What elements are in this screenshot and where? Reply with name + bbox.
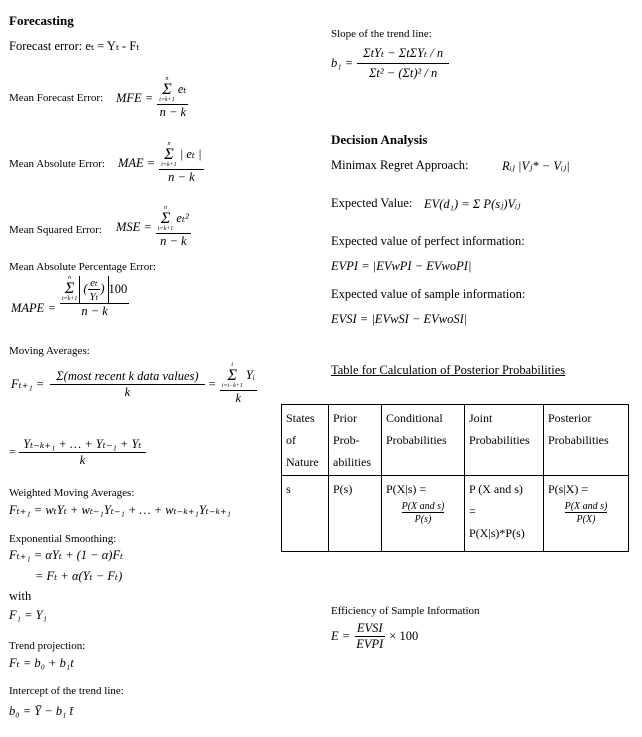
minimax-formula: Rᵢⱼ |Vⱼ* − Vᵢⱼ| — [502, 159, 570, 173]
ma-den1: k — [124, 384, 131, 399]
header-prior: Prior — [333, 411, 357, 425]
mape-inner-num: eₜ — [90, 276, 98, 289]
ma-label: Moving Averages: — [9, 345, 90, 357]
mse-sum-bot: t=k+1 — [157, 226, 174, 232]
efficiency-formula — [331, 621, 418, 652]
cell-joint — [465, 476, 544, 552]
header-of: of — [286, 433, 296, 447]
mae-sum-top: n — [167, 141, 171, 147]
mse-sum-top: n — [164, 205, 168, 211]
mape-lhs: MAPE = — [11, 300, 56, 315]
slope-num: ΣtYₜ − ΣtΣYₜ / n — [357, 43, 449, 64]
mae-sum-bot: t=k+1 — [161, 162, 177, 168]
slope-den: Σt² − (Σt)² / n — [369, 66, 438, 80]
efficiency-label: Efficiency of Sample Information — [331, 605, 480, 617]
es-line2: = Fₜ + α(Yₜ − Fₜ) — [35, 569, 123, 583]
mape-formula: MAPE = n Σ t=k+1 ( $\frac{\text{eₜ}}{\text{Yₜ}}$ ) 100 n − k — [11, 275, 128, 318]
evpi-formula: EVPI = |EVwPI − EVwoPI| — [331, 259, 472, 273]
es-label: Exponential Smoothing: — [9, 533, 117, 545]
post-top: P(s|X) = — [548, 482, 589, 496]
minimax-label: Minimax Regret Approach: — [331, 158, 469, 172]
ma-line2: = $\frac{\text{Yₜ₋ₖ₊₁ + … + Yₜ₋₁ + Yₜ}}{k}$ — [9, 436, 146, 468]
wma-label: Weighted Moving Averages: — [9, 487, 135, 499]
ma-eq: = — [208, 376, 216, 391]
slope-label: Slope of the trend line: — [331, 28, 432, 40]
mse-den: n − k — [160, 234, 187, 248]
mape-sum-top: n — [68, 275, 72, 281]
es-with: with — [9, 589, 32, 603]
header-posterior-prob: Probabilities — [548, 433, 609, 447]
mae-num: | eₜ | — [179, 146, 202, 161]
ma-sum-bot: i=t−k+1 — [221, 383, 243, 389]
ma-formula: Fₜ₊₁ = $\frac{\text{Σ(most recent k data values)}}{k}$ = t Σ i=t−k+1 Yᵢ k — [11, 362, 255, 405]
header-joint-prob: Probabilities — [469, 433, 530, 447]
mfe-num: eₜ — [177, 81, 187, 96]
efficiency-den: EVPI — [356, 637, 384, 651]
ma-den2: k — [235, 391, 242, 405]
ev-formula: EV(d₁) = Σ P(sⱼ)Vᵢⱼ — [424, 197, 521, 211]
cell-posterior — [544, 476, 629, 552]
trend-formula: Fₜ = b₀ + b₁t — [9, 656, 74, 670]
mae-den: n − k — [168, 170, 195, 184]
cond-top: P(X|s) = — [386, 482, 427, 496]
ma-num2: Yᵢ — [245, 367, 255, 382]
slope-lhs: b₁ = — [331, 55, 354, 70]
post-num: P(X and s) — [564, 501, 608, 512]
mape-den: n − k — [81, 304, 108, 318]
table-row — [282, 405, 629, 476]
ma-sum-top: t — [231, 362, 234, 368]
mape-inner-den: Yₜ — [89, 290, 99, 303]
table-header-cell — [382, 405, 465, 476]
table-title: Table for Calculation of Posterior Probabilities — [331, 363, 566, 377]
table-header-cell — [282, 405, 329, 476]
forecast-error-formula: Forecast error: eₜ = Yₜ - Fₜ — [9, 39, 140, 53]
mfe-den: n − k — [159, 105, 187, 119]
intercept-formula: b₀ = Ȳ − b₁ t̄ — [9, 704, 74, 718]
cell-conditional — [382, 476, 465, 552]
joint-top: P (X and s) — [469, 482, 523, 496]
post-den: P(X) — [576, 514, 596, 525]
table-header-cell — [544, 405, 629, 476]
efficiency-factor: × 100 — [389, 629, 419, 643]
header-states: States — [286, 411, 315, 425]
header-joint: Joint — [469, 411, 493, 425]
header-conditional: Conditional — [386, 411, 443, 425]
es-line1: Fₜ₊₁ = αYₜ + (1 − α)Fₜ — [9, 548, 124, 562]
ma-lhs: Fₜ₊₁ = — [11, 377, 45, 391]
mae-label: Mean Absolute Error: — [9, 158, 105, 170]
mae-lhs: MAE = — [118, 155, 156, 170]
table-row — [282, 476, 629, 552]
wma-formula: Fₜ₊₁ = wₜYₜ + wₜ₋₁Yₜ₋₁ + … + wₜ₋ₖ₊₁Yₜ₋ₖ₊₁ — [9, 503, 231, 517]
mse-num: eₜ² — [176, 210, 189, 225]
ma-line2-num: Yₜ₋ₖ₊₁ + … + Yₜ₋₁ + Yₜ — [19, 436, 145, 453]
efficiency-lhs: E = — [331, 629, 351, 643]
mfe-label: Mean Forecast Error: — [9, 92, 104, 104]
mfe-sum-top: n — [165, 76, 169, 82]
mse-formula: MSE = n Σ t=k+1 eₜ² n − k — [116, 205, 189, 248]
cell-state: s — [282, 476, 329, 552]
ev-label: Expected Value: — [331, 196, 413, 210]
mse-label: Mean Squared Error: — [9, 224, 102, 236]
cond-num: P(X and s) — [401, 501, 445, 512]
mse-lhs: MSE = — [116, 219, 152, 234]
ma-num1: Σ(most recent k data values) — [50, 369, 204, 385]
evsi-label: Expected value of sample information: — [331, 287, 526, 301]
forecasting-title: Forecasting — [9, 13, 74, 28]
cond-den: P(s) — [414, 514, 432, 525]
efficiency-num: EVSI — [356, 621, 383, 635]
mfe-lhs: MFE = — [116, 90, 154, 105]
slope-formula — [331, 43, 449, 83]
table-header-cell — [329, 405, 382, 476]
header-posterior: Posterior — [548, 411, 592, 425]
mfe-formula: MFE = n Σ t=k+1 eₜ n − k — [116, 76, 187, 119]
joint-eq: = — [469, 504, 476, 518]
trend-label: Trend projection: — [9, 640, 86, 652]
joint-bot: P(X|s)*P(s) — [469, 526, 525, 540]
table-header-cell — [465, 405, 544, 476]
header-nature: Nature — [286, 455, 319, 469]
posterior-table — [281, 404, 629, 552]
mape-factor: 100 — [108, 281, 128, 296]
header-prob: Prob- — [333, 433, 360, 447]
evsi-formula: EVSI = |EVwSI − EVwoSI| — [331, 312, 468, 326]
mfe-sum-bot: t=k+1 — [159, 97, 175, 103]
header-abilities: abilities — [333, 455, 371, 469]
decision-analysis-title: Decision Analysis — [331, 132, 428, 147]
mape-sum-bot: t=k+1 — [61, 296, 78, 302]
es-line3: F₁ = Y₁ — [9, 608, 47, 622]
mape-label: Mean Absolute Percentage Error: — [9, 261, 156, 273]
header-conditional-prob: Probabilities — [386, 433, 447, 447]
mae-formula: MAE = n Σ t=k+1 | eₜ | n − k — [118, 141, 202, 184]
cell-prior: P(s) — [329, 476, 382, 552]
evpi-label: Expected value of perfect information: — [331, 234, 525, 248]
intercept-label: Intercept of the trend line: — [9, 685, 124, 697]
ma-line2-den: k — [79, 453, 86, 467]
